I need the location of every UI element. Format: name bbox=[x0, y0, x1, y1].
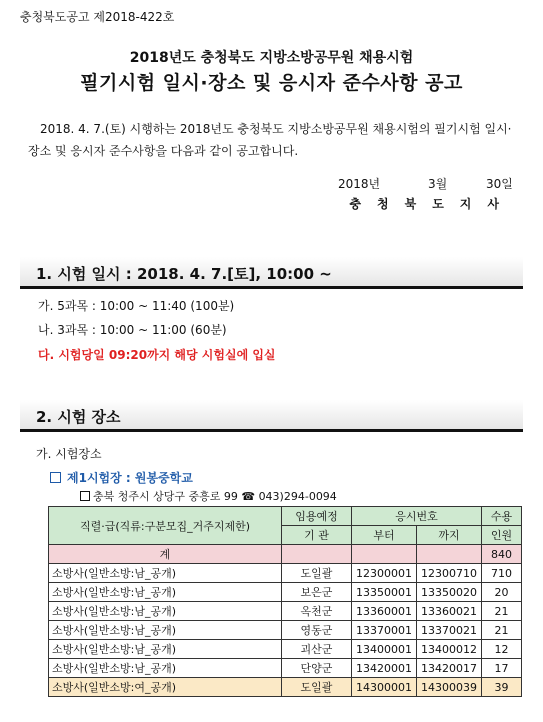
date-year: 2018년 bbox=[338, 177, 381, 191]
table-row: 소방사(일반소방:남_공개) 보은군 13350001 13350020 20 bbox=[49, 583, 522, 602]
exam-time-item: 나. 3과목 : 10:00 ~ 11:00 (60분) bbox=[38, 323, 227, 337]
date-month: 3월 bbox=[428, 177, 448, 191]
header-exam-no: 응시번호 bbox=[352, 507, 482, 526]
table-row: 소방사(일반소방:남_공개) 단양군 13420001 13420017 17 bbox=[49, 659, 522, 678]
table-row: 소방사(일반소방:남_공개) 도일괄 12300001 12300710 710 bbox=[49, 564, 522, 583]
notice-number: 충청북도공고 제2018-422호 bbox=[20, 10, 175, 24]
table-row: 소방사(일반소방:여_공개) 도일괄 14300001 14300039 39 bbox=[49, 678, 522, 697]
table-row: 소방사(일반소방:남_공개) 옥천군 13360001 13360021 21 bbox=[49, 602, 522, 621]
document-title: 필기시험 일시·장소 및 응시자 준수사항 공고 bbox=[80, 72, 463, 94]
venue-name: 제1시험장 : 원봉중학교 bbox=[50, 469, 193, 486]
total-capacity: 840 bbox=[482, 545, 522, 564]
table-row: 소방사(일반소방:남_공개) 영동군 13370001 13370021 21 bbox=[49, 621, 522, 640]
header-agency-top: 임용예정 bbox=[282, 507, 352, 526]
venue-sub-label: 가. 시험장소 bbox=[36, 447, 102, 461]
exam-assignment-table bbox=[48, 506, 522, 697]
section-2-title: 2. 시험 장소 bbox=[36, 408, 121, 426]
issuer: 충청북도지사 bbox=[349, 197, 515, 211]
header-from: 부터 bbox=[352, 526, 417, 545]
header-capacity-top: 수용 bbox=[482, 507, 522, 526]
header-agency-bottom: 기 관 bbox=[282, 526, 352, 545]
exam-time-item: 가. 5과목 : 10:00 ~ 11:40 (100분) bbox=[38, 299, 235, 313]
entry-notice: 다. 시험당일 09:20까지 해당 시험실에 입실 bbox=[38, 348, 276, 362]
section-1-title: 1. 시험 일시 : 2018. 4. 7.[토], 10:00 ~ bbox=[36, 265, 332, 283]
date-day: 30일 bbox=[486, 177, 513, 191]
total-label: 계 bbox=[49, 545, 282, 564]
section-1-header bbox=[20, 257, 523, 289]
table-row: 소방사(일반소방:남_공개) 괴산군 13400001 13400012 12 bbox=[49, 640, 522, 659]
section-2-header bbox=[20, 400, 523, 432]
header-job: 직렬·급(직류:구분모집_거주지제한) bbox=[49, 507, 282, 545]
header-to: 까지 bbox=[417, 526, 482, 545]
header-capacity-bottom: 인원 bbox=[482, 526, 522, 545]
checkbox-icon bbox=[80, 491, 90, 501]
checkbox-icon bbox=[50, 472, 61, 483]
table-total-row bbox=[49, 545, 522, 564]
document-subtitle: 2018년도 충청북도 지방소방공무원 채용시험 bbox=[129, 50, 414, 66]
intro-paragraph: 2018. 4. 7.(토) 시행하는 2018년도 충청북도 지방소방공무원 채용시험의 필기시험 일시·장소 및 응시자 준수사항을 다음과 같이 공고합니다. bbox=[28, 122, 512, 158]
venue-address: 충북 청주시 상당구 중흥로 99 ☎ 043)294-0094 bbox=[80, 488, 337, 504]
